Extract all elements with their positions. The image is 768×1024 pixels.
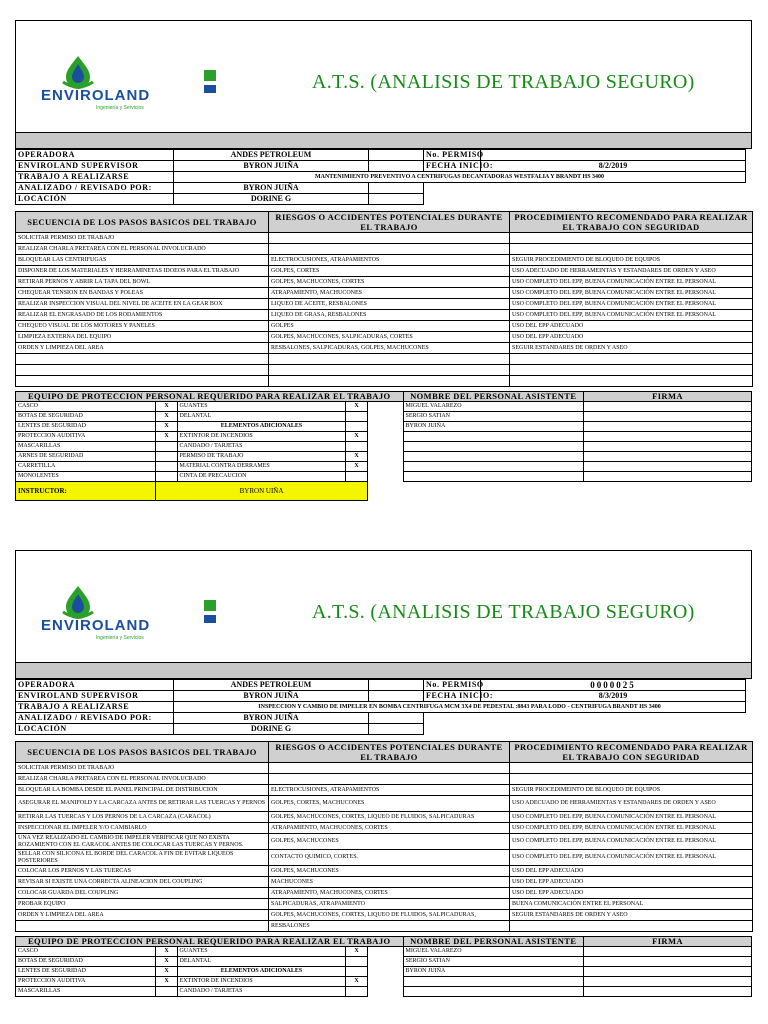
equip-check[interactable] — [346, 422, 367, 432]
proc-text: USO DEL EPP ADECUADO — [510, 888, 753, 899]
equip-check[interactable]: X — [156, 977, 177, 987]
step-text: COLOCAR LOS PERNOS Y LAS TUERCAS — [16, 866, 269, 877]
proc-text: USO COMPLETO DEL EPP, BUENA COMUNICACIÓN ENTRE EL PERSONAL — [510, 812, 753, 823]
riesgos-header: RIESGOS O ACCIDENTES POTENCIALES DURANTE EL TRABAJO — [269, 742, 510, 763]
equip-check[interactable] — [346, 412, 367, 422]
personal-name — [403, 977, 584, 987]
step-text: REVISAR SI EXISTE UNA CORRECTA ALINEACION DEL COUPLING — [16, 877, 269, 888]
analizado-label: ANALIZADO / REVISADO POR: — [16, 713, 174, 724]
step-row — [16, 277, 753, 288]
risk-text: GOLPES, MACHUCONES, CORTES, LIQUEO DE FLUIDOS, SALPICADURAS — [269, 812, 510, 823]
proc-text: SEGUIR ESTANDARES DE ORDEN Y ASEO — [510, 910, 753, 921]
equip-row — [16, 977, 752, 987]
equip-check[interactable]: X — [346, 977, 367, 987]
risk-text — [269, 233, 510, 244]
equip-check[interactable]: X — [346, 462, 367, 472]
equip-row — [16, 422, 752, 432]
risk-text: RESBALONES, SALPICADURAS, GOLPES, MACHUCONES — [269, 343, 510, 354]
equip-item: CANDADO / TARJETAS — [177, 442, 346, 452]
personal-name — [403, 987, 584, 997]
risk-text — [269, 763, 510, 774]
step-row — [16, 365, 753, 376]
locacion-value: DORINE G — [174, 724, 369, 735]
brand-mark-icon — [204, 600, 216, 626]
equip-row — [16, 412, 752, 422]
equip-check[interactable] — [346, 442, 367, 452]
personal-header: NOMBRE DEL PERSONAL ASISTENTE — [403, 937, 584, 947]
firma-cell[interactable] — [584, 462, 752, 472]
proc-text: USO COMPLETO DEL EPP, BUENA COMUNICACIÓN ENTRE EL PERSONAL — [510, 834, 753, 850]
personal-name — [403, 432, 584, 442]
equipment-table — [15, 936, 752, 997]
step-text: CHEQUEAR TENSION EN BANDAS Y POLEAS — [16, 288, 269, 299]
analizado-label: ANALIZADO / REVISADO POR: — [16, 183, 174, 194]
equip-item: MATERIAL CONTRA DERRAMES — [177, 462, 346, 472]
equip-check[interactable] — [346, 957, 367, 967]
equip-check[interactable]: X — [156, 967, 177, 977]
firma-cell[interactable] — [584, 957, 752, 967]
equip-item: PROTECCION AUDITIVA — [16, 977, 156, 987]
step-text: DISPONER DE LOS MATERIALES Y HERRAMINETAS IDOEOS PARA EL TRABAJO — [16, 266, 269, 277]
equip-check[interactable] — [346, 967, 367, 977]
risk-text — [269, 365, 510, 376]
equip-row — [16, 472, 752, 482]
risk-text: GOLPES, MACHUCONES — [269, 834, 510, 850]
equip-item: DELANTAL — [177, 412, 346, 422]
equip-header: EQUIPO DE PROTECCION PERSONAL REQUERIDO PARA REALIZAR EL TRABAJO — [16, 392, 404, 402]
locacion-label: LOCACIÓN — [16, 724, 174, 735]
personal-name: MIGUEL VALAREZO — [403, 947, 584, 957]
step-row — [16, 812, 753, 823]
equip-item: PROTECCION AUDITIVA — [16, 432, 156, 442]
equip-item: CANDADO / TARJETAS — [177, 987, 346, 997]
proc-text: USO ADECUADO DE HERRAMEINTAS Y ESTANDARES DE ORDEN Y ASEO — [510, 266, 753, 277]
step-row — [16, 796, 753, 812]
proc-text: USO COMPLETO DEL EPP, BUENA COMUNICACIÓN ENTRE EL PERSONAL — [510, 850, 753, 866]
logo-tagline: Ingeniería y Servicios — [96, 105, 144, 111]
step-text: REALIZAR CHARLA PRETAREA CON EL PERSONAL INVOLUCRADO — [16, 244, 269, 255]
risk-text: ATRAPAMIENTO, MACHUCONES, CORTES — [269, 888, 510, 899]
step-text: LIMPIEZA EXTERNA DEL EQUIPO — [16, 332, 269, 343]
supervisor-value: BYRON JUIÑA — [174, 161, 369, 172]
form-header — [15, 550, 752, 663]
proc-text — [510, 921, 753, 932]
equip-check[interactable] — [156, 462, 177, 472]
proc-text — [510, 244, 753, 255]
equip-item: BOTAS DE SEGURIDAD — [16, 957, 156, 967]
equip-item: LENTES DE SEGURIDAD — [16, 967, 156, 977]
step-text: COLOCAR GUARDA DEL COUPLING — [16, 888, 269, 899]
step-text — [16, 354, 269, 365]
form-header — [15, 20, 752, 133]
step-text: SOLICITAR PERMISO DE TRABAJO — [16, 233, 269, 244]
risk-text: GOLPES, MACHUCONES, SALPICADURAS, CORTES — [269, 332, 510, 343]
proc-text — [510, 774, 753, 785]
fecha-label: FECHA INICIO: — [424, 161, 481, 172]
personal-name — [403, 452, 584, 462]
trabajo-value: MANTENIMIENTO PREVENTIVO A CENTRIFUGAS DECANTADORAS WESTFALIA Y BRANDT HS 3400 — [174, 172, 746, 183]
firma-cell[interactable] — [584, 967, 752, 977]
equip-item: CASCO — [16, 402, 156, 412]
equip-row — [16, 967, 752, 977]
equip-check[interactable] — [156, 987, 177, 997]
equip-item: CINTA DE PRECAUCION — [177, 472, 346, 482]
equip-item: GUANTES — [177, 947, 346, 957]
risk-text: ELECTROCUSIONES, ATRAPAMIENTOS — [269, 255, 510, 266]
personal-name: MIGUEL VALAREZO — [403, 402, 584, 412]
proc-text: USO COMPLETO DEL EPP, BUENA COMUNICACIÓN ENTRE EL PERSONAL — [510, 288, 753, 299]
step-row — [16, 255, 753, 266]
analizado-value: BYRON JUIÑA — [174, 183, 369, 194]
equip-check[interactable]: X — [346, 432, 367, 442]
equip-check[interactable]: X — [156, 412, 177, 422]
personal-header: NOMBRE DEL PERSONAL ASISTENTE — [403, 392, 584, 402]
equip-item: GUANTES — [177, 402, 346, 412]
personal-name — [403, 442, 584, 452]
instructor-row — [16, 482, 752, 501]
risk-text: GOLPES, MACHUCONES, CORTES, LIQUEO DE FLUIDOS, SALPICADURAS, — [269, 910, 510, 921]
personal-name — [403, 462, 584, 472]
equip-item: CARRETILLA — [16, 462, 156, 472]
step-row — [16, 834, 753, 850]
equip-item: DELANTAL — [177, 957, 346, 967]
supervisor-label: ENVIROLAND SUPERVISOR — [16, 161, 174, 172]
equip-row — [16, 442, 752, 452]
step-text — [16, 376, 269, 387]
equip-item: ELEMENTOS ADICIONALES — [177, 422, 346, 432]
risk-text: GOLPES, CORTES — [269, 266, 510, 277]
step-text: SELLAR CON SILICONA EL BORDE DEL CARACOL A FIN DE EVITAR LIQUEOS POSTERIORES — [16, 850, 269, 866]
supervisor-value: BYRON JUIÑA — [174, 691, 369, 702]
proc-header: PROCEDIMIENTO RECOMENDADO PARA REALIZAR EL TRABAJO CON SEGURIDAD — [510, 212, 753, 233]
proc-text: USO DEL EPP ADECUADO — [510, 321, 753, 332]
firma-header: FIRMA — [584, 392, 752, 402]
equip-row — [16, 402, 752, 412]
equip-check[interactable]: X — [156, 957, 177, 967]
equip-item: EXTINTOR DE INCENDIOS — [177, 432, 346, 442]
step-text: ORDEN Y LIMPIEZA DEL AREA — [16, 910, 269, 921]
info-table — [15, 149, 753, 205]
firma-cell[interactable] — [584, 987, 752, 997]
locacion-label: LOCACIÓN — [16, 194, 174, 205]
personal-name: SERGIO SATIAN — [403, 957, 584, 967]
step-text: REALIZAR CHARLA PRETAREA CON EL PERSONAL INVOLUCRADO — [16, 774, 269, 785]
proc-text — [510, 365, 753, 376]
step-row — [16, 233, 753, 244]
step-text: SOLICITAR PERMISO DE TRABAJO — [16, 763, 269, 774]
proc-text: USO COMPLETO DEL EPP, BUENA COMUNICACIÓN ENTRE EL PERSONAL — [510, 277, 753, 288]
step-text: REALIZAR EL ENGRASADO DE LOS RODAMIENTOS — [16, 310, 269, 321]
step-row — [16, 921, 753, 932]
equip-check[interactable]: X — [156, 422, 177, 432]
equip-row — [16, 947, 752, 957]
firma-cell[interactable] — [584, 412, 752, 422]
ats-form — [15, 20, 752, 501]
proc-text — [510, 376, 753, 387]
risk-text: LIQUEO DE GRASA, RESBALONES — [269, 310, 510, 321]
firma-cell[interactable] — [584, 947, 752, 957]
firma-cell[interactable] — [584, 422, 752, 432]
equip-check[interactable]: X — [346, 452, 367, 462]
step-row — [16, 850, 753, 866]
proc-text: SEGUIR PROCEDIMEINTO DE BLOQUEO DE EQUIPOS — [510, 785, 753, 796]
step-row — [16, 899, 753, 910]
risk-text — [269, 244, 510, 255]
risk-text: ATRAPAMIENTO, MACHUCONES, CORTES — [269, 823, 510, 834]
fecha-label: FECHA INICIO: — [424, 691, 481, 702]
risk-text: GOLPES, CORTES, MACHUCONES — [269, 796, 510, 812]
equip-check[interactable] — [346, 472, 367, 482]
step-row — [16, 332, 753, 343]
equip-item: BOTAS DE SEGURIDAD — [16, 412, 156, 422]
step-row — [16, 877, 753, 888]
equip-row — [16, 957, 752, 967]
proc-text: USO DEL EPP ADECUADO — [510, 332, 753, 343]
step-text: PROBAR EQUIPO — [16, 899, 269, 910]
firma-header: FIRMA — [584, 937, 752, 947]
risk-text: RESBALONES — [269, 921, 510, 932]
form-title: A.T.S. (ANALISIS DE TRABAJO SEGURO) — [312, 71, 695, 93]
equip-item: CASCO — [16, 947, 156, 957]
firma-cell[interactable] — [584, 452, 752, 462]
risk-text: ELECTROCUSIONES, ATRAPAMIENTOS — [269, 785, 510, 796]
risk-text: GOLPES — [269, 321, 510, 332]
risk-text: ATRAPAMIENTO, MACHUCONES — [269, 288, 510, 299]
step-row — [16, 299, 753, 310]
step-row — [16, 244, 753, 255]
firma-cell[interactable] — [584, 432, 752, 442]
instructor-value: BYRON UIÑA — [156, 482, 367, 501]
operadora-value: ANDES PETROLEUM — [174, 150, 369, 161]
step-row — [16, 774, 753, 785]
proc-text: BUENA COMUNICACIÓN ENTRE EL PERSONAL — [510, 899, 753, 910]
trabajo-label: TRABAJO A REALIZARSE — [16, 702, 174, 713]
step-row — [16, 376, 753, 387]
riesgos-header: RIESGOS O ACCIDENTES POTENCIALES DURANTE EL TRABAJO — [269, 212, 510, 233]
equip-item: MASCARILLAS — [16, 442, 156, 452]
step-text: ORDEN Y LIMPIEZA DEL AREA — [16, 343, 269, 354]
equip-check[interactable] — [346, 987, 367, 997]
equip-check[interactable]: X — [156, 402, 177, 412]
proc-text: USO COMPLETO DEL EPP, BUENA COMUNICACIÓN ENTRE EL PERSONAL — [510, 299, 753, 310]
permiso-value: 0000025 — [481, 680, 746, 691]
step-text: ASEGURAR EL MANIFOLD Y LA CARCAZA ANTES DE RETIRAR LAS TUERCAS Y PERNOS — [16, 796, 269, 812]
risk-text — [269, 354, 510, 365]
personal-name: BYRON JUIÑA — [403, 422, 584, 432]
step-text: RETIRAR PERNOS Y ABRIR LA TAPA DEL BOWL — [16, 277, 269, 288]
equip-check[interactable]: X — [156, 432, 177, 442]
firma-cell[interactable] — [584, 402, 752, 412]
equip-check[interactable] — [156, 452, 177, 462]
equipment-table — [15, 391, 752, 501]
step-text: REALIZAR INSPECCION VISUAL DEL NIVEL DE ACEITE EN LA GEAR BOX — [16, 299, 269, 310]
logo-tagline: Ingeniería y Servicios — [96, 635, 144, 641]
step-text — [16, 365, 269, 376]
step-row — [16, 266, 753, 277]
equip-item: MONOLENTES — [16, 472, 156, 482]
trabajo-label: TRABAJO A REALIZARSE — [16, 172, 174, 183]
equip-check[interactable] — [156, 442, 177, 452]
step-row — [16, 785, 753, 796]
form-title: A.T.S. (ANALISIS DE TRABAJO SEGURO) — [312, 601, 695, 623]
equip-check[interactable] — [156, 472, 177, 482]
risk-text: CONTACTO QUIMICO, CORTES. — [269, 850, 510, 866]
proc-text: USO COMPLETO DEL EPP, BUENA COMUNICACIÓN ENTRE EL PERSONAL — [510, 823, 753, 834]
firma-cell[interactable] — [584, 472, 752, 482]
equip-row — [16, 432, 752, 442]
step-text: BLOQUEAR LAS CENTRIFUGAS — [16, 255, 269, 266]
permiso-label: No. PERMISO — [424, 150, 481, 161]
personal-name — [403, 472, 584, 482]
locacion-value: DORINE G — [174, 194, 369, 205]
step-row — [16, 823, 753, 834]
step-text — [16, 921, 269, 932]
risk-text — [269, 376, 510, 387]
step-text: INSPECCIONAR EL IMPELER Y/O CAMBIARLO — [16, 823, 269, 834]
step-row — [16, 343, 753, 354]
proc-header: PROCEDIMIENTO RECOMENDADO PARA REALIZAR EL TRABAJO CON SEGURIDAD — [510, 742, 753, 763]
proc-text: USO DEL EPP ADECUADO — [510, 866, 753, 877]
instructor-label: INSTRUCTOR: — [16, 482, 156, 501]
risk-text: SALPICADURAS, ATRAPAMIENTO — [269, 899, 510, 910]
gray-band — [15, 133, 752, 149]
step-text: BLOQUEAR LA BOMBA DESDE EL PANEL PRINCIPAL DE DISTRIBUCION — [16, 785, 269, 796]
operadora-label: OPERADORA — [16, 150, 174, 161]
proc-text: USO COMPLETO DEL EPP, BUENA COMUNICACIÓN ENTRE EL PERSONAL — [510, 310, 753, 321]
equip-check[interactable]: X — [346, 402, 367, 412]
risk-text: MACHUCONES — [269, 877, 510, 888]
brand-mark-icon — [204, 70, 216, 96]
risk-text — [269, 774, 510, 785]
risk-text: GOLPES, MACHUCONES, CORTES — [269, 277, 510, 288]
step-row — [16, 888, 753, 899]
proc-text: SEGUIR ESTANDARES DE ORDEN Y ASEO — [510, 343, 753, 354]
equip-item: ELEMENTOS ADICIONALES — [177, 967, 346, 977]
step-row — [16, 321, 753, 332]
equip-item: PERMISO DE TRABAJO — [177, 452, 346, 462]
proc-text: USO ADECUADO DE HERRAMIENTAS Y ESTANDARES DE ORDEN Y ASEO — [510, 796, 753, 812]
risk-text: LIQUEO DE ACEITE, RESBALONES — [269, 299, 510, 310]
permiso-label: No. PERMISO — [424, 680, 481, 691]
operadora-value: ANDES PETROLEUM — [174, 680, 369, 691]
logo-text: ENVIROLAND — [41, 617, 151, 634]
equip-row — [16, 987, 752, 997]
seq-header: SECUENCIA DE LOS PASOS BASICOS DEL TRABAJO — [16, 212, 269, 233]
steps-table — [15, 741, 753, 932]
personal-name: BYRON JUIÑA — [403, 967, 584, 977]
risk-text: GOLPES, MACHUCONES — [269, 866, 510, 877]
supervisor-label: ENVIROLAND SUPERVISOR — [16, 691, 174, 702]
firma-cell[interactable] — [584, 442, 752, 452]
equip-item: ARNES DE SEGURIDAD — [16, 452, 156, 462]
proc-text — [510, 763, 753, 774]
proc-text: USO DEL EPP ADECUADO — [510, 877, 753, 888]
equip-item: EXTINTOR DE INCENDIOS — [177, 977, 346, 987]
trabajo-value: INSPECCION Y CAMBIO DE IMPELER EN BOMBA CENTRIFUGA MCM 3X4 DE PEDESTAL :8843 PARA LODO - CENTRIFUGA BRANDT HS 3400 — [174, 702, 746, 713]
equip-item: MASCARILLAS — [16, 987, 156, 997]
gray-band — [15, 663, 752, 679]
step-row — [16, 288, 753, 299]
personal-name: SERGIO SATIAN — [403, 412, 584, 422]
step-row — [16, 310, 753, 321]
equip-row — [16, 462, 752, 472]
step-row — [16, 354, 753, 365]
step-row — [16, 866, 753, 877]
steps-table — [15, 211, 753, 387]
permiso-value — [481, 150, 746, 161]
analizado-value: BYRON JUIÑA — [174, 713, 369, 724]
firma-cell[interactable] — [584, 977, 752, 987]
seq-header: SECUENCIA DE LOS PASOS BASICOS DEL TRABAJO — [16, 742, 269, 763]
step-row — [16, 763, 753, 774]
ats-form — [15, 550, 752, 997]
equip-check[interactable]: X — [156, 947, 177, 957]
equip-header: EQUIPO DE PROTECCION PERSONAL REQUERIDO PARA REALIZAR EL TRABAJO — [16, 937, 404, 947]
proc-text — [510, 233, 753, 244]
equip-row — [16, 452, 752, 462]
step-row — [16, 910, 753, 921]
logo-text: ENVIROLAND — [41, 87, 151, 104]
operadora-label: OPERADORA — [16, 680, 174, 691]
equip-check[interactable]: X — [346, 947, 367, 957]
step-text: UNA VEZ REALIZADO EL CAMBIO DE IMPELER VERIFICAR QUE NO EXISTA ROZAMIENTO CON EL CARACOL ANTES DE COLOCAR LAS TUERCAS Y PERNOS. — [16, 834, 269, 850]
step-text: RETIRAR LAS TUERCAS Y LOS PERNOS DE LA CARCAZA (CARACOL) — [16, 812, 269, 823]
step-text: CHEQUEO VISUAL DE LOS MOTORES Y PANELES — [16, 321, 269, 332]
equip-item: LENTES DE SEGURIDAD — [16, 422, 156, 432]
fecha-value: 8/2/2019 — [481, 161, 746, 172]
info-table — [15, 679, 753, 735]
fecha-value: 8/3/2019 — [481, 691, 746, 702]
proc-text: SEGUIR PROCEDIMIENTO DE BLOQUEO DE EQUIPOS — [510, 255, 753, 266]
proc-text — [510, 354, 753, 365]
